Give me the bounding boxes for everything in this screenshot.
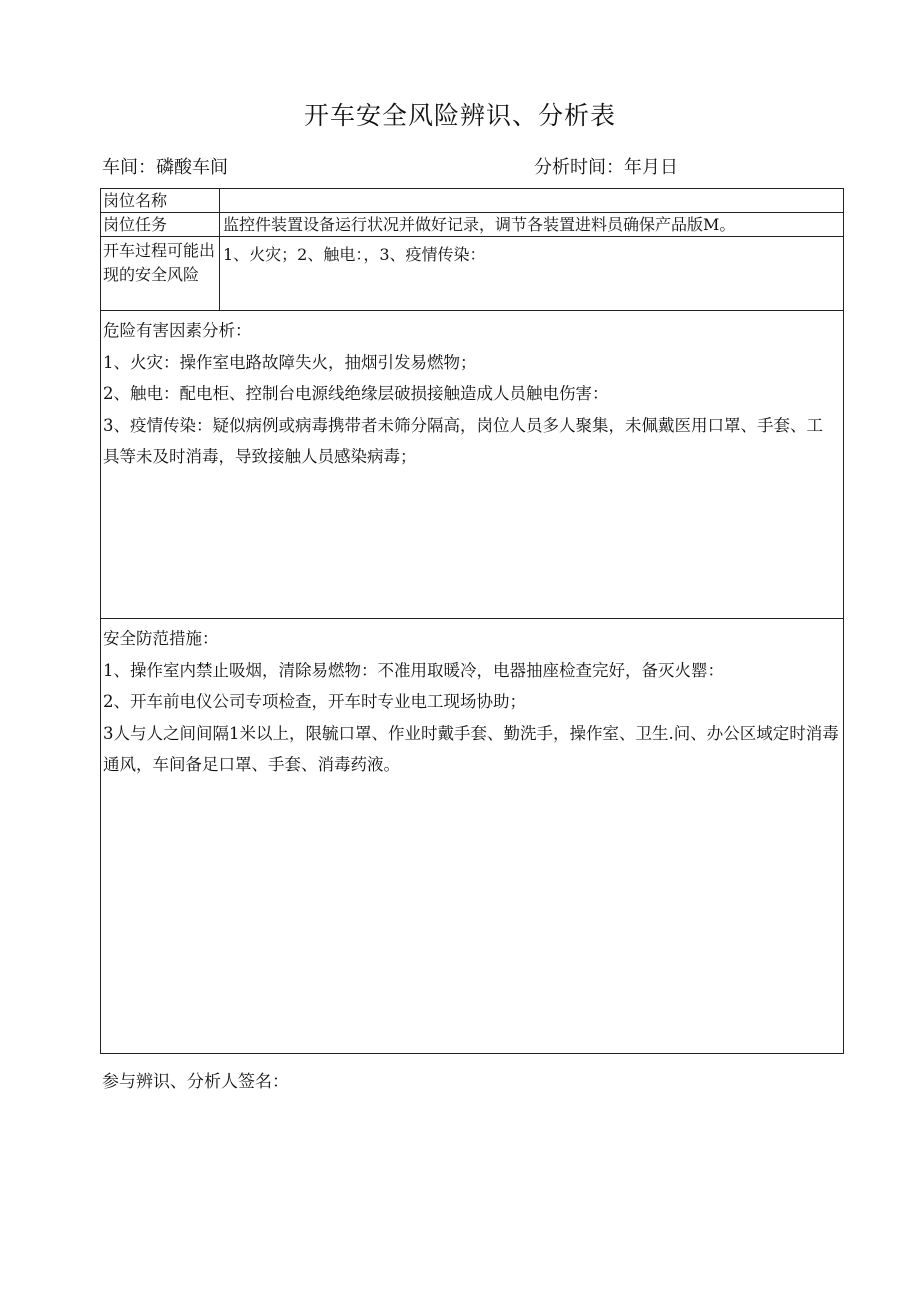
safety-risk-label: 开车过程可能出现的安全风险 <box>101 237 220 310</box>
safety-risk-row <box>101 237 843 311</box>
measure-item-epidemic-control: 3人与人之间间隔1米以上，限毓口罩、作业时戴手套、勤洗手，操作室、卫生.问、办公区域定时消毒通风，车间备足口罩、手套、消毒药液。 <box>103 723 839 774</box>
safety-measures-title: 安全防范措施： <box>103 629 219 648</box>
hazard-analysis-title: 危险有害因素分析： <box>103 321 252 340</box>
hazard-analysis-section <box>101 311 843 619</box>
measure-item-inspection: 2、开车前电仪公司专项检查，开车时专业电工现场协助； <box>103 692 526 711</box>
post-name-label: 岗位名称 <box>101 189 220 212</box>
post-task-value: 监控件装置设备运行状况并做好记录，调节各装置进料员确保产品版M。 <box>223 215 736 234</box>
post-task-row <box>101 213 843 237</box>
post-name-row <box>101 189 843 213</box>
analysis-time-label: 分析时间：年月日 <box>534 157 678 178</box>
safety-risk-value: 1、火灾；2、触电：，3、疫情传染： <box>223 245 486 264</box>
signature-label: 参与辨识、分析人签名： <box>102 1072 289 1092</box>
hazard-item-fire: 1、火灾：操作室电路故障失火，抽烟引发易燃物； <box>103 352 477 372</box>
document-title: 开车安全风险辨识、分析表 <box>303 101 616 130</box>
hazard-item-epidemic: 3、疫情传染：疑似病例或病毒携带者未筛分隔高，岗位人员多人聚集，未佩戴医用口罩、手套、工具等未及时消毒，导致接触人员感染病毒； <box>103 415 823 466</box>
safety-measures-section <box>101 619 843 1053</box>
post-task-label: 岗位任务 <box>101 213 220 236</box>
hazard-item-electric-shock: 2、触电：配电柜、控制台电源线绝缘层破损接触造成人员触电伤害： <box>103 384 609 403</box>
risk-analysis-table <box>100 188 844 1054</box>
measure-item-smoking: 1、操作室内禁止吸烟，清除易燃物：不准用取暖冷，电器抽座检查完好，备灭火罂： <box>103 660 724 680</box>
workshop-label: 车间：磷酸车间 <box>102 157 228 178</box>
